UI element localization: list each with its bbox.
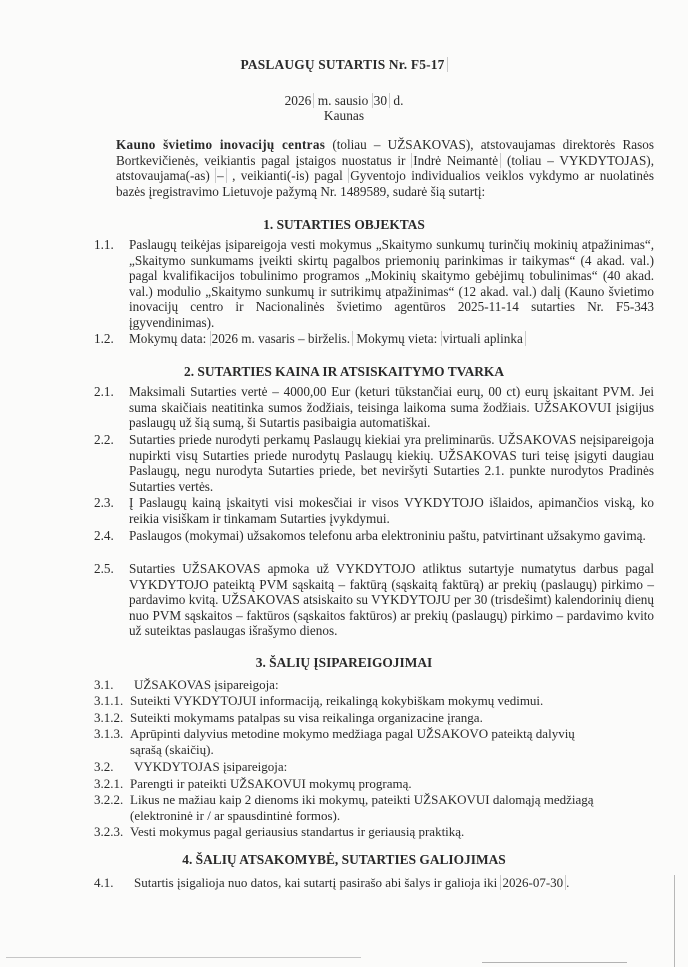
date-day: 30 <box>372 93 390 108</box>
scan-artifact-line <box>6 957 361 958</box>
page-edge <box>674 875 675 967</box>
training-date: 2026 m. vasaris – birželis. <box>210 331 353 346</box>
clause-3-1: 3.1. UŽSAKOVAS įsipareigoja: <box>94 677 279 692</box>
intro-paragraph: Kauno švietimo inovacijų centras (toliau – UŽSAKOVAS), atstovaujamas direktorės Rasos Bortkevičienės, veikiantis pagal įstaigos nuostatus ir Indrė Neimantė (toliau – VYKDYTOJAS), atstovaujama(-as) – , veikianti(-is) pagal Gyventojo individualios veiklos vykdymo ar nuolatinės bazės įregistravimo Lietuvoje pažymą Nr. 1489589, sudarė šią sutartį: <box>116 137 654 199</box>
section-heading: 4. ŠALIŲ ATSAKOMYBĖ, SUTARTIES GALIOJIMAS <box>182 852 506 867</box>
section-heading: 3. ŠALIŲ ĮSIPAREIGOJIMAI <box>255 655 433 670</box>
clause-3-1-3: 3.1.3. Aprūpinti dalyvius metodine mokymo medžiaga pagal UŽSAKOVO pateiktą dalyvių sąrašą (skaičių). <box>94 726 575 757</box>
section-heading: 2. SUTARTIES KAINA IR ATSISKAITYMO TVARKA <box>184 364 504 379</box>
clause-2-3: 2.3. Į Paslaugų kainą įskaityti visi mokesčiai ir visos VYKDYTOJO išlaidos, apimančios viską, ko reikia visiškam ir tinkamam Sutarties įvykdymui. <box>94 495 654 526</box>
valid-until-date: 2026-07-30 <box>500 875 566 890</box>
clause-2-1: 2.1. Maksimali Sutarties vertė – 4000,00 Eur (keturi tūkstančiai eurų, 00 ct) eurų įskaitant PVM. Jei suma skaičiais neatitinka sumos žodžiais, teisinga laikoma suma žodžiais. UŽSAKOVUI įsigijus paslaugų už šią sumą, ši Sutartis pasibaigia automatiškai. <box>94 384 654 431</box>
training-place: virtuali aplinka <box>441 331 526 346</box>
clause-3-2: 3.2. VYKDYTOJAS įsipareigoja: <box>94 759 288 774</box>
clause-2-2: 2.2. Sutarties priede nurodyti perkamų Paslaugų kiekiai yra preliminarūs. UŽSAKOVAS neįsipareigoja nupirkti visų Sutarties priede nurodytų Paslaugų kiekių. UŽSAKOVAS turi teisę įsigyti daugiau Paslaugų, negu nurodyta Sutarties priede, bet neviršyti Sutarties 2.1. punkte nurodytos Pradinės Sutarties vertės. <box>94 432 654 494</box>
party-contractor: Indrė Neimantė <box>411 153 501 168</box>
clause-1-1: 1.1. Paslaugų teikėjas įsipareigoja vesti mokymus „Skaitymo sunkumų turinčių mokinių atpažinimas“, „Skaitymo sunkumams įveikti skirtų pagalbos priemonių parinkimas ir taikymas“ (4 akad. val.) pagal kvalifikacijos tobulinimo programos „Mokinių skaitymo gebėjimų tobulinimas“ (40 akad. val.) modulio „Skaitymo sunkumų ir sutrikimų atpažinimas“ (12 akad. val.) dalį (Kauno švietimo inovacijų centro ir Nacionalinės švietimo agentūros 2025-11-14 sutarties Nr. F5-343 įgyvendinimas). <box>94 237 654 330</box>
scan-artifact-line <box>482 962 627 963</box>
document-title: PASLAUGŲ SUTARTIS Nr. F5-17 <box>0 57 688 73</box>
section-heading: 1. SUTARTIES OBJEKTAS <box>263 217 425 232</box>
clause-3-2-2: 3.2.2. Likus ne mažiau kaip 2 dienoms iki mokymų, pateikti UŽSAKOVUI dalomąją medžiagą (elektroninė ir / ar spausdintinė formos). <box>94 792 594 823</box>
clause-1-2: 1.2. Mokymų data: 2026 m. vasaris – birželis. Mokymų vieta: virtuali aplinka <box>94 331 654 347</box>
clause-3-2-3: 3.2.3. Vesti mokymus pagal geriausius standartus ir geriausią praktiką. <box>94 824 465 839</box>
contract-number: F5-17 <box>411 57 448 72</box>
clause-3-1-1: 3.1.1. Suteikti VYKDYTOJUI informaciją, reikalingą kokybiškam mokymų vedimui. <box>94 693 544 708</box>
clause-2-4: 2.4. Paslaugos (mokymai) užsakomos telefonu arba elektroniniu paštu, patvirtinant užsakymo gavimą. <box>94 528 646 543</box>
representative: – <box>215 168 227 183</box>
document-city: Kaunas <box>323 108 365 123</box>
party-customer: Kauno švietimo inovacijų centras <box>116 137 326 152</box>
clause-3-2-1: 3.2.1. Parengti ir pateikti UŽSAKOVUI mokymų programą. <box>94 776 412 791</box>
date-year: 2026 <box>285 93 315 108</box>
clause-2-5: 2.5. Sutarties UŽSAKOVAS apmoka už VYKDYTOJO atliktus sutartyje numatytus darbus pagal VYKDYTOJO pateiktą PVM sąskaitą – faktūrą (sąskaitą faktūrą) ar prekių (paslaugų) pirkimo – pardavimo kvitą. UŽSAKOVAS atsiskaito su VYKDYTOJU per 30 (trisdešimt) kalendorinių dienų nuo PVM sąskaitos – faktūros (sąskaitos faktūros) ar prekių (paslaugų) pirkimo – pardavimo kvito už suteiktas paslaugas išrašymo dienos. <box>94 561 654 639</box>
clause-3-1-2: 3.1.2. Suteikti mokymams patalpas su visa reikalinga organizacine įranga. <box>94 710 483 725</box>
clause-4-1: 4.1. Sutartis įsigalioja nuo datos, kai sutartį pasirašo abi šalys ir galioja iki 2026-07-30 . <box>94 875 570 890</box>
document-date: 2026 m. sausio 30 d. <box>284 93 404 108</box>
